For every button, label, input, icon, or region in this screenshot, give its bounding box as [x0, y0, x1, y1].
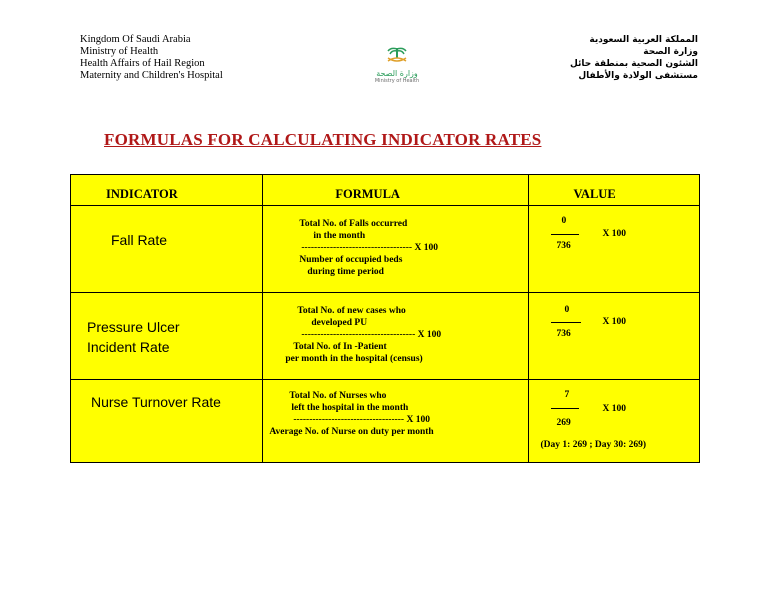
column-header-value: VALUE — [573, 187, 616, 201]
formula-numerator: Total No. of Falls occurred — [299, 219, 408, 229]
value-note: (Day 1: 269 ; Day 30: 269) — [540, 440, 647, 450]
header-english-block — [80, 34, 223, 82]
indicator-name: Fall Rate — [111, 232, 168, 248]
formula-numerator: left the hospital in the month — [291, 403, 409, 413]
value-multiplier: X 100 — [602, 317, 627, 327]
formula-line: ----------------------------------- X 100 — [301, 243, 438, 253]
fraction-bar — [551, 408, 579, 409]
value-denominator: 736 — [556, 329, 571, 339]
fraction-bar — [551, 234, 579, 235]
fraction-bar — [551, 322, 581, 323]
ministry-logo — [372, 46, 422, 86]
value-multiplier: X 100 — [602, 404, 627, 414]
formula-numerator: developed PU — [311, 318, 368, 328]
value-numerator: 0 — [564, 305, 570, 315]
formula-denominator: during time period — [307, 267, 384, 277]
formula-numerator: Total No. of Nurses who — [289, 391, 387, 401]
value-denominator: 269 — [556, 418, 571, 428]
indicator-name: Pressure Ulcer — [87, 319, 180, 335]
header-arabic-block — [570, 34, 698, 82]
header-line-ar: مستشفى الولادة والأطفال — [578, 71, 698, 81]
indicator-table — [70, 174, 700, 463]
value-denominator: 736 — [556, 241, 571, 251]
table-row — [71, 293, 700, 380]
formula-line: ------------------------------------ X 100 — [301, 330, 442, 340]
value-multiplier: X 100 — [602, 229, 627, 239]
indicator-name: Incident Rate — [87, 339, 170, 355]
column-header-formula: FORMULA — [335, 187, 400, 201]
formula-line: ----------------------------------- X 100 — [293, 415, 430, 425]
header-line: Kingdom Of Saudi Arabia — [80, 34, 191, 45]
header-line: Health Affairs of Hail Region — [80, 58, 205, 69]
header-line-ar: وزارة الصحة — [643, 47, 698, 57]
header-line: Maternity and Children's Hospital — [80, 70, 223, 81]
formula-denominator: Average No. of Nurse on duty per month — [269, 427, 434, 437]
table-row — [71, 206, 700, 293]
value-numerator: 7 — [564, 390, 570, 400]
logo-english-text: Ministry of Health — [374, 78, 420, 84]
header-line: Ministry of Health — [80, 46, 159, 57]
formula-denominator: Number of occupied beds — [299, 255, 403, 265]
indicator-name: Nurse Turnover Rate — [91, 394, 221, 410]
value-numerator: 0 — [561, 216, 567, 226]
table-header-row — [71, 175, 700, 206]
page-title: FORMULAS FOR CALCULATING INDICATOR RATES — [104, 130, 542, 149]
header-line-ar: الشئون الصحية بمنطقة حائل — [569, 59, 698, 69]
table-row — [71, 380, 700, 463]
formula-numerator: in the month — [313, 231, 366, 241]
palm-swords-icon — [382, 46, 412, 64]
formula-denominator: Total No. of In -Patient — [293, 342, 387, 352]
column-header-indicator: INDICATOR — [106, 187, 178, 201]
formula-numerator: Total No. of new cases who — [297, 306, 406, 316]
logo-arabic-text: وزارة الصحة — [376, 69, 418, 78]
formula-denominator: per month in the hospital (census) — [285, 354, 423, 364]
header-line-ar: المملكة العربية السعودية — [589, 35, 698, 45]
